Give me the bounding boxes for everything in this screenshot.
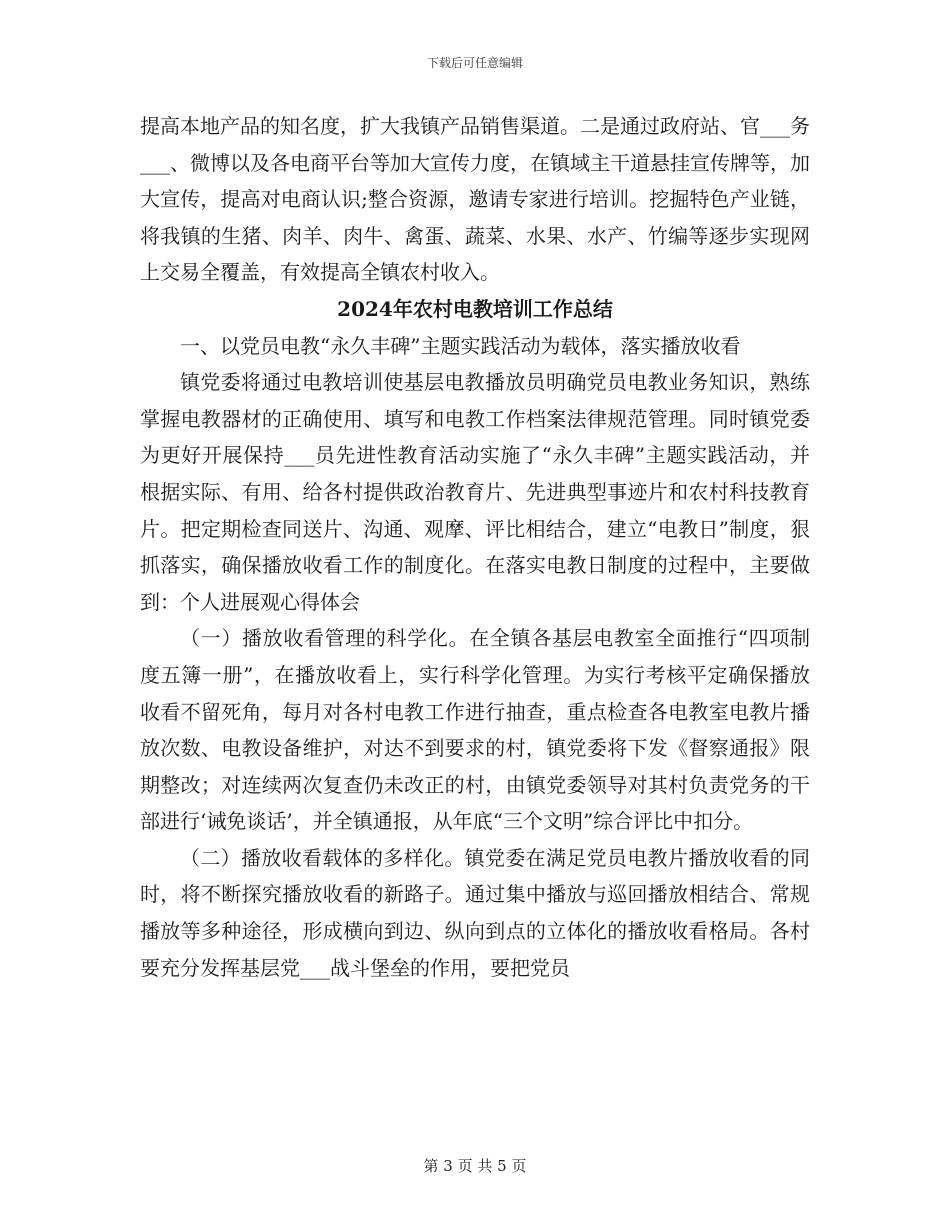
page-number: 第 3 页 共 5 页 bbox=[423, 1157, 527, 1175]
paragraph-continued: 提高本地产品的知名度，扩大我镇产品销售渠道。二是通过政府站、官___务___、微博以及各电商平台等加大宣传力度，在镇域主干道悬挂宣传牌等，加大宣传，提高对电商认识;整合资源，邀请专家进行培训。挖掘特色产业链，将我镇的生猪、肉羊、肉牛、禽蛋、蔬菜、水果、水产、竹编等逐步实现网上交易全覆盖，有效提高全镇农村收入。 bbox=[140, 114, 810, 285]
section-heading: 一、以党员电教“永久丰碑”主题实践活动为载体，落实播放收看 bbox=[180, 333, 741, 358]
document-title: 2024年农村电教培训工作总结 bbox=[337, 296, 613, 321]
paragraph: （二）播放收看载体的多样化。镇党委在满足党员电教片播放收看的同时，将不断探究播放收看的新路子。通过集中播放与巡回播放相结合、常规播放等多种途径，形成横向到边、纵向到点的立体化的播放收看格局。各村要充分发挥基层党___战斗堡垒的作用，要把党员 bbox=[140, 845, 810, 980]
document-body bbox=[140, 108, 810, 986]
page-header: 下载后可任意编辑 bbox=[426, 56, 523, 70]
paragraph: （一）播放收看管理的科学化。在全镇各基层电教室全面推行“四项制度五簿一册”，在播放收看上，实行科学化管理。为实行考核平定确保播放收看不留死角，每月对各村电教工作进行抽查，重点检查各电教室电教片播放次数、电教设备维护，对达不到要求的村，镇党委将下发《督察通报》限期整改；对连续两次复查仍未改正的村，由镇党委领导对其村负责党务的干部进行‘诫免谈话’，并全镇通报，从年底“三个文明”综合评比中扣分。 bbox=[140, 626, 810, 834]
paragraph: 镇党委将通过电教培训使基层电教播放员明确党员电教业务知识，熟练掌握电教器材的正确使用、填写和电教工作档案法律规范管理。同时镇党委为更好开展保持___员先进性教育活动实施了“永久丰碑”主题实践活动，并根据实际、有用、给各村提供政治教育片、先进典型事迹片和农村科技教育片。把定期检查同送片、沟通、观摩、评比相结合，建立“电教日”制度，狠抓落实，确保播放收看工作的制度化。在落实电教日制度的过程中，主要做到：个人进展观心得体会 bbox=[140, 370, 810, 614]
